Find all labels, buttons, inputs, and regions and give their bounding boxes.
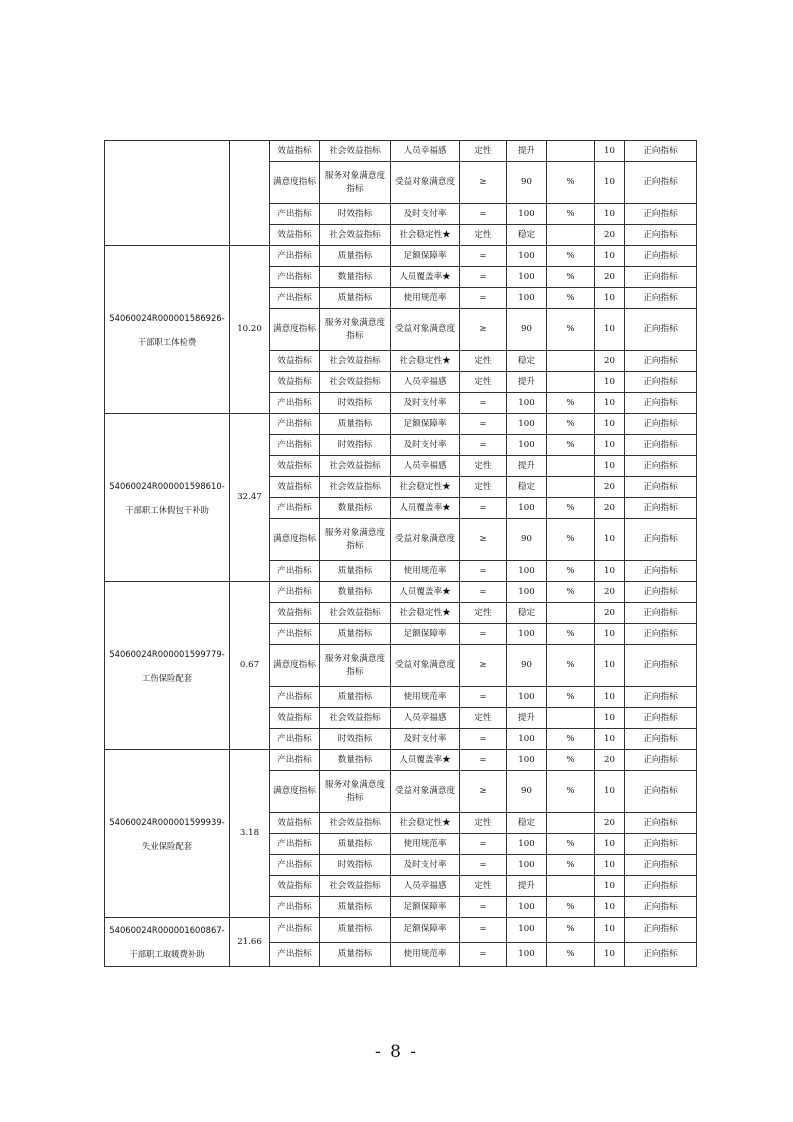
level2-indicator: 社会效益指标: [320, 813, 391, 834]
target-value: 100: [507, 267, 547, 288]
weight: 10: [595, 414, 625, 435]
level3-indicator: 社会稳定性★: [391, 603, 460, 624]
target-value: 100: [507, 918, 547, 943]
target-value: 100: [507, 561, 547, 582]
weight: 10: [595, 918, 625, 943]
level2-indicator: 服务对象满意度指标: [320, 771, 391, 813]
operator: =: [460, 414, 507, 435]
unit: %: [547, 435, 595, 456]
operator: =: [460, 204, 507, 225]
level2-indicator: 质量指标: [320, 918, 391, 943]
weight: 10: [595, 855, 625, 876]
level2-indicator: 社会效益指标: [320, 603, 391, 624]
level2-indicator: 社会效益指标: [320, 225, 391, 246]
indicator-direction: 正向指标: [625, 309, 697, 351]
level3-indicator: 人员覆盖率★: [391, 267, 460, 288]
level2-indicator: 时效指标: [320, 435, 391, 456]
operator: =: [460, 582, 507, 603]
weight: 10: [595, 687, 625, 708]
level3-indicator: 及时支付率: [391, 393, 460, 414]
weight: 20: [595, 267, 625, 288]
target-value: 90: [507, 645, 547, 687]
project-name: 54060024R000001598610-干部职工休假包干补助: [109, 480, 225, 515]
project-amount: 21.66: [230, 918, 270, 967]
unit: %: [547, 498, 595, 519]
unit: %: [547, 162, 595, 204]
indicator-direction: 正向指标: [625, 351, 697, 372]
level3-indicator: 足额保障率: [391, 918, 460, 943]
target-value: 90: [507, 309, 547, 351]
level2-indicator: 数量指标: [320, 267, 391, 288]
project-amount: [230, 141, 270, 246]
operator: 定性: [460, 876, 507, 897]
level2-indicator: 服务对象满意度指标: [320, 309, 391, 351]
level1-indicator: 效益指标: [270, 456, 320, 477]
operator: =: [460, 498, 507, 519]
unit: %: [547, 288, 595, 309]
level1-indicator: 满意度指标: [270, 645, 320, 687]
level3-indicator: 使用规范率: [391, 942, 460, 967]
level2-indicator: 社会效益指标: [320, 456, 391, 477]
target-value: 100: [507, 414, 547, 435]
target-value: 90: [507, 162, 547, 204]
level3-indicator: 社会稳定性★: [391, 225, 460, 246]
level3-indicator: 人员覆盖率★: [391, 498, 460, 519]
level3-indicator: 受益对象满意度: [391, 519, 460, 561]
target-value: 100: [507, 204, 547, 225]
operator: =: [460, 729, 507, 750]
weight: 10: [595, 897, 625, 918]
table-row: [105, 414, 697, 435]
table-row: [105, 141, 697, 162]
level1-indicator: 产出指标: [270, 267, 320, 288]
level1-indicator: 产出指标: [270, 288, 320, 309]
level3-indicator: 人员覆盖率★: [391, 582, 460, 603]
level3-indicator: 受益对象满意度: [391, 771, 460, 813]
weight: 10: [595, 288, 625, 309]
weight: 10: [595, 771, 625, 813]
indicator-direction: 正向指标: [625, 624, 697, 645]
project-amount: 3.18: [230, 750, 270, 918]
weight: 20: [595, 498, 625, 519]
table-row: [105, 750, 697, 771]
target-value: 提升: [507, 876, 547, 897]
level3-indicator: 人员幸福感: [391, 456, 460, 477]
level1-indicator: 产出指标: [270, 435, 320, 456]
unit: %: [547, 267, 595, 288]
indicator-direction: 正向指标: [625, 393, 697, 414]
project-name-cell: [105, 750, 230, 918]
level2-indicator: 社会效益指标: [320, 141, 391, 162]
weight: 20: [595, 225, 625, 246]
project-name: 54060024R000001600867-干部职工取暖费补助: [109, 925, 225, 959]
weight: 20: [595, 582, 625, 603]
target-value: 100: [507, 582, 547, 603]
level3-indicator: 人员幸福感: [391, 372, 460, 393]
target-value: 稳定: [507, 477, 547, 498]
target-value: 100: [507, 246, 547, 267]
level1-indicator: 产出指标: [270, 729, 320, 750]
indicator-direction: 正向指标: [625, 204, 697, 225]
project-name: 54060024R000001599779-工伤保险配套: [109, 648, 225, 683]
weight: 10: [595, 708, 625, 729]
target-value: 提升: [507, 372, 547, 393]
unit: %: [547, 582, 595, 603]
unit: [547, 351, 595, 372]
target-value: 提升: [507, 456, 547, 477]
project-amount: 0.67: [230, 582, 270, 750]
target-value: 100: [507, 498, 547, 519]
operator: ≥: [460, 645, 507, 687]
unit: %: [547, 204, 595, 225]
unit: [547, 813, 595, 834]
target-value: 稳定: [507, 603, 547, 624]
target-value: 稳定: [507, 813, 547, 834]
operator: ≥: [460, 162, 507, 204]
operator: =: [460, 393, 507, 414]
level2-indicator: 数量指标: [320, 582, 391, 603]
target-value: 100: [507, 855, 547, 876]
operator: 定性: [460, 708, 507, 729]
level1-indicator: 满意度指标: [270, 309, 320, 351]
operator: 定性: [460, 477, 507, 498]
target-value: 100: [507, 435, 547, 456]
level3-indicator: 使用规范率: [391, 561, 460, 582]
indicator-direction: 正向指标: [625, 288, 697, 309]
indicator-direction: 正向指标: [625, 372, 697, 393]
level1-indicator: 产出指标: [270, 897, 320, 918]
level1-indicator: 产出指标: [270, 834, 320, 855]
indicator-direction: 正向指标: [625, 645, 697, 687]
weight: 10: [595, 456, 625, 477]
unit: %: [547, 624, 595, 645]
indicator-direction: 正向指标: [625, 246, 697, 267]
level3-indicator: 人员幸福感: [391, 141, 460, 162]
target-value: 提升: [507, 708, 547, 729]
weight: 10: [595, 204, 625, 225]
page-number: - 8 -: [374, 1042, 419, 1062]
level1-indicator: 产出指标: [270, 414, 320, 435]
indicator-direction: 正向指标: [625, 414, 697, 435]
operator: 定性: [460, 225, 507, 246]
level2-indicator: 社会效益指标: [320, 477, 391, 498]
unit: %: [547, 246, 595, 267]
level2-indicator: 社会效益指标: [320, 876, 391, 897]
unit: %: [547, 771, 595, 813]
level2-indicator: 数量指标: [320, 498, 391, 519]
level2-indicator: 社会效益指标: [320, 708, 391, 729]
unit: %: [547, 393, 595, 414]
operator: =: [460, 942, 507, 967]
weight: 10: [595, 561, 625, 582]
weight: 10: [595, 435, 625, 456]
level2-indicator: 质量指标: [320, 834, 391, 855]
unit: [547, 225, 595, 246]
target-value: 90: [507, 771, 547, 813]
level1-indicator: 效益指标: [270, 477, 320, 498]
indicator-direction: 正向指标: [625, 771, 697, 813]
target-value: 100: [507, 624, 547, 645]
unit: %: [547, 834, 595, 855]
project-name-cell: [105, 582, 230, 750]
level1-indicator: 产出指标: [270, 582, 320, 603]
level3-indicator: 社会稳定性★: [391, 477, 460, 498]
indicator-direction: 正向指标: [625, 435, 697, 456]
weight: 10: [595, 372, 625, 393]
weight: 20: [595, 750, 625, 771]
level3-indicator: 受益对象满意度: [391, 645, 460, 687]
target-value: 90: [507, 519, 547, 561]
target-value: 100: [507, 897, 547, 918]
indicator-direction: 正向指标: [625, 729, 697, 750]
table-row: [105, 918, 697, 943]
level1-indicator: 满意度指标: [270, 771, 320, 813]
level3-indicator: 足额保障率: [391, 246, 460, 267]
operator: =: [460, 624, 507, 645]
operator: =: [460, 246, 507, 267]
level3-indicator: 使用规范率: [391, 834, 460, 855]
target-value: 100: [507, 687, 547, 708]
level3-indicator: 及时支付率: [391, 855, 460, 876]
indicator-direction: 正向指标: [625, 561, 697, 582]
unit: [547, 372, 595, 393]
level2-indicator: 服务对象满意度指标: [320, 519, 391, 561]
level1-indicator: 效益指标: [270, 225, 320, 246]
operator: 定性: [460, 372, 507, 393]
level2-indicator: 时效指标: [320, 729, 391, 750]
level1-indicator: 效益指标: [270, 372, 320, 393]
operator: =: [460, 561, 507, 582]
level1-indicator: 效益指标: [270, 876, 320, 897]
level2-indicator: 质量指标: [320, 687, 391, 708]
unit: [547, 456, 595, 477]
level2-indicator: 质量指标: [320, 288, 391, 309]
level3-indicator: 及时支付率: [391, 204, 460, 225]
indicator-direction: 正向指标: [625, 750, 697, 771]
weight: 10: [595, 942, 625, 967]
operator: =: [460, 750, 507, 771]
level1-indicator: 效益指标: [270, 813, 320, 834]
level2-indicator: 质量指标: [320, 624, 391, 645]
level1-indicator: 产出指标: [270, 246, 320, 267]
level1-indicator: 产出指标: [270, 498, 320, 519]
level3-indicator: 社会稳定性★: [391, 813, 460, 834]
operator: 定性: [460, 813, 507, 834]
level2-indicator: 质量指标: [320, 942, 391, 967]
operator: =: [460, 897, 507, 918]
indicator-direction: 正向指标: [625, 603, 697, 624]
unit: %: [547, 645, 595, 687]
level1-indicator: 满意度指标: [270, 519, 320, 561]
weight: 10: [595, 246, 625, 267]
level3-indicator: 人员幸福感: [391, 708, 460, 729]
unit: %: [547, 519, 595, 561]
indicator-direction: 正向指标: [625, 687, 697, 708]
level2-indicator: 服务对象满意度指标: [320, 162, 391, 204]
level2-indicator: 质量指标: [320, 246, 391, 267]
level1-indicator: 产出指标: [270, 855, 320, 876]
level1-indicator: 满意度指标: [270, 162, 320, 204]
level3-indicator: 受益对象满意度: [391, 309, 460, 351]
level2-indicator: 社会效益指标: [320, 351, 391, 372]
operator: 定性: [460, 603, 507, 624]
target-value: 100: [507, 942, 547, 967]
operator: 定性: [460, 351, 507, 372]
project-name: 54060024R000001586926-干部职工体检费: [109, 312, 225, 347]
level1-indicator: 效益指标: [270, 603, 320, 624]
unit: %: [547, 729, 595, 750]
weight: 10: [595, 876, 625, 897]
level1-indicator: 产出指标: [270, 204, 320, 225]
level2-indicator: 数量指标: [320, 750, 391, 771]
unit: %: [547, 561, 595, 582]
target-value: 100: [507, 750, 547, 771]
level3-indicator: 足额保障率: [391, 624, 460, 645]
indicator-direction: 正向指标: [625, 834, 697, 855]
weight: 10: [595, 393, 625, 414]
indicator-direction: 正向指标: [625, 876, 697, 897]
indicator-direction: 正向指标: [625, 918, 697, 943]
level2-indicator: 时效指标: [320, 204, 391, 225]
weight: 20: [595, 351, 625, 372]
project-name-cell: [105, 246, 230, 414]
level3-indicator: 足额保障率: [391, 897, 460, 918]
indicator-direction: 正向指标: [625, 477, 697, 498]
operator: =: [460, 288, 507, 309]
level1-indicator: 产出指标: [270, 918, 320, 943]
level1-indicator: 产出指标: [270, 942, 320, 967]
table-row: [105, 582, 697, 603]
operator: =: [460, 435, 507, 456]
target-value: 提升: [507, 141, 547, 162]
indicator-direction: 正向指标: [625, 519, 697, 561]
unit: %: [547, 897, 595, 918]
operator: ≥: [460, 519, 507, 561]
level2-indicator: 社会效益指标: [320, 372, 391, 393]
indicator-direction: 正向指标: [625, 897, 697, 918]
weight: 10: [595, 834, 625, 855]
level2-indicator: 时效指标: [320, 855, 391, 876]
level3-indicator: 社会稳定性★: [391, 351, 460, 372]
level3-indicator: 使用规范率: [391, 288, 460, 309]
operator: =: [460, 834, 507, 855]
indicator-direction: 正向指标: [625, 855, 697, 876]
level1-indicator: 产出指标: [270, 393, 320, 414]
project-name: 54060024R000001599939-失业保险配套: [109, 816, 225, 851]
operator: =: [460, 855, 507, 876]
weight: 10: [595, 162, 625, 204]
weight: 20: [595, 813, 625, 834]
target-value: 100: [507, 834, 547, 855]
level1-indicator: 产出指标: [270, 687, 320, 708]
level3-indicator: 使用规范率: [391, 687, 460, 708]
weight: 10: [595, 141, 625, 162]
unit: [547, 876, 595, 897]
weight: 10: [595, 309, 625, 351]
indicator-direction: 正向指标: [625, 225, 697, 246]
level1-indicator: 效益指标: [270, 141, 320, 162]
weight: 10: [595, 519, 625, 561]
level1-indicator: 产出指标: [270, 624, 320, 645]
level3-indicator: 人员幸福感: [391, 876, 460, 897]
indicator-direction: 正向指标: [625, 942, 697, 967]
unit: %: [547, 414, 595, 435]
indicator-direction: 正向指标: [625, 582, 697, 603]
level3-indicator: 及时支付率: [391, 729, 460, 750]
weight: 10: [595, 645, 625, 687]
operator: ≥: [460, 771, 507, 813]
level3-indicator: 受益对象满意度: [391, 162, 460, 204]
unit: %: [547, 942, 595, 967]
project-name-cell: [105, 141, 230, 246]
level2-indicator: 质量指标: [320, 414, 391, 435]
indicator-direction: 正向指标: [625, 141, 697, 162]
level2-indicator: 时效指标: [320, 393, 391, 414]
target-value: 100: [507, 393, 547, 414]
unit: [547, 603, 595, 624]
weight: 10: [595, 729, 625, 750]
level1-indicator: 产出指标: [270, 561, 320, 582]
indicator-direction: 正向指标: [625, 456, 697, 477]
level1-indicator: 产出指标: [270, 750, 320, 771]
project-name-cell: [105, 918, 230, 967]
project-amount: 32.47: [230, 414, 270, 582]
operator: 定性: [460, 456, 507, 477]
unit: [547, 477, 595, 498]
unit: %: [547, 750, 595, 771]
indicator-direction: 正向指标: [625, 267, 697, 288]
target-value: 稳定: [507, 225, 547, 246]
operator: 定性: [460, 141, 507, 162]
target-value: 稳定: [507, 351, 547, 372]
operator: =: [460, 918, 507, 943]
operator: ≥: [460, 309, 507, 351]
level3-indicator: 及时支付率: [391, 435, 460, 456]
level2-indicator: 质量指标: [320, 561, 391, 582]
performance-indicator-table: [104, 140, 697, 967]
target-value: 100: [507, 288, 547, 309]
unit: %: [547, 309, 595, 351]
level2-indicator: 服务对象满意度指标: [320, 645, 391, 687]
level3-indicator: 人员覆盖率★: [391, 750, 460, 771]
level2-indicator: 质量指标: [320, 897, 391, 918]
unit: %: [547, 687, 595, 708]
operator: =: [460, 687, 507, 708]
weight: 20: [595, 477, 625, 498]
unit: %: [547, 918, 595, 943]
level1-indicator: 效益指标: [270, 708, 320, 729]
unit: [547, 708, 595, 729]
project-name-cell: [105, 414, 230, 582]
operator: =: [460, 267, 507, 288]
indicator-direction: 正向指标: [625, 813, 697, 834]
indicator-direction: 正向指标: [625, 162, 697, 204]
unit: %: [547, 855, 595, 876]
indicator-direction: 正向指标: [625, 498, 697, 519]
project-amount: 10.20: [230, 246, 270, 414]
weight: 10: [595, 624, 625, 645]
indicator-direction: 正向指标: [625, 708, 697, 729]
level3-indicator: 足额保障率: [391, 414, 460, 435]
level1-indicator: 效益指标: [270, 351, 320, 372]
target-value: 100: [507, 729, 547, 750]
table-row: [105, 246, 697, 267]
weight: 20: [595, 603, 625, 624]
unit: [547, 141, 595, 162]
